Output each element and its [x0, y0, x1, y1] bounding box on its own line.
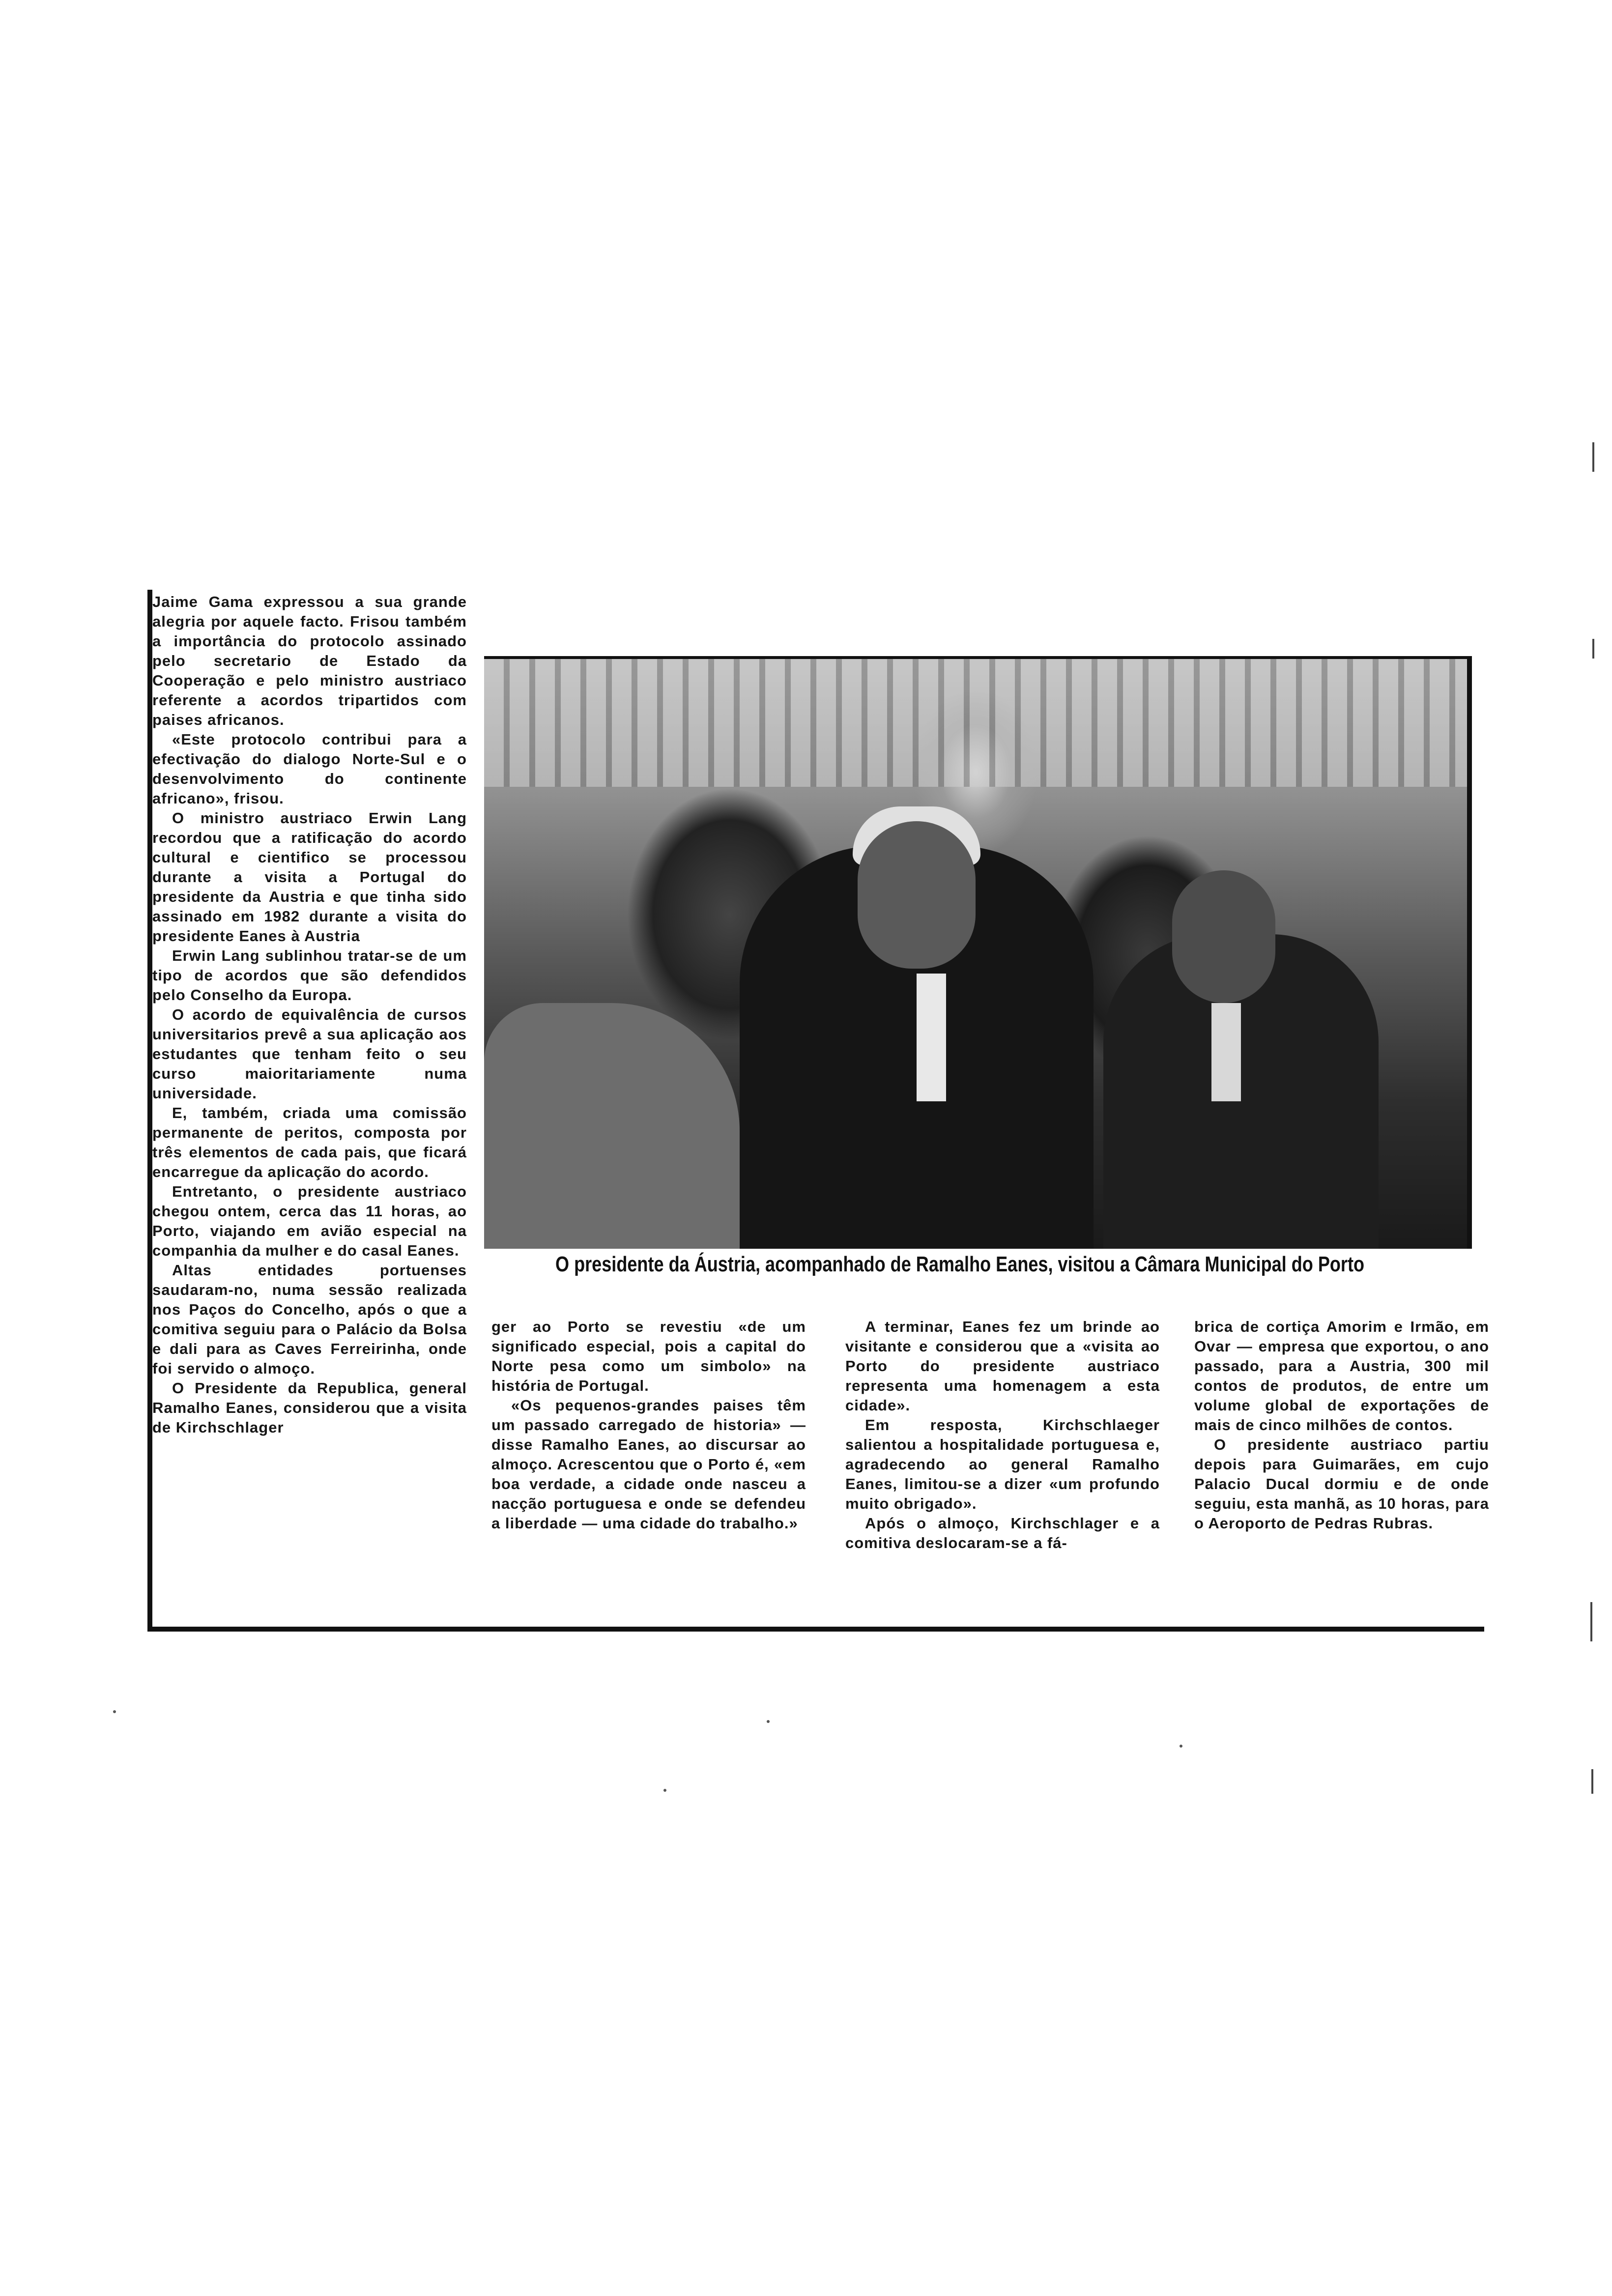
paragraph: O acordo de equivalência de cursos universitarios prevê a sua aplicação aos estudantes que tenham feito o seu curso maioritariamente numa universidade. [152, 1006, 467, 1102]
paragraph: O ministro austriaco Erwin Lang recordou que a ratificação do acordo cultural e cientifico se processou durante a visita a Portugal do presidente da Austria e que tinha sido assinado em 1982 durante a visita do presidente Eanes à Austria [152, 809, 467, 945]
paragraph: Após o almoço, Kirchschlager e a comitiva deslocaram-se a fá- [845, 1515, 1160, 1551]
paragraph: Entretanto, o presidente austriaco chegou ontem, cerca das 11 horas, ao Porto, viajando em avião especial na companhia da mulher e do casal Eanes. [152, 1183, 467, 1259]
scan-speck [113, 1710, 116, 1713]
paragraph: O presidente austriaco partiu depois para Guimarães, em cujo Palacio Ducal dormiu e de onde seguiu, esta manhã, as 10 horas, para o Aeroporto de Pedras Rubras. [1194, 1436, 1489, 1532]
photo-shirt-right [1211, 1003, 1241, 1101]
scan-mark [1591, 1769, 1593, 1794]
scan-speck [663, 1789, 666, 1792]
article-column-4 [1194, 1317, 1489, 1533]
paragraph: Em resposta, Kirchschlaeger salientou a hospitalidade portuguesa e, agradecendo ao general Ramalho Eanes, limitou-se a dizer «um profundo muito obrigado». [845, 1416, 1160, 1512]
paragraph: brica de cortiça Amorim e Irmão, em Ovar — empresa que exportou, o ano passado, para a Austria, 300 mil contos de produtos, de entre um volume global de exportações de mais de cinco milhões de contos. [1194, 1318, 1489, 1434]
scan-mark [1592, 639, 1594, 659]
paragraph: E, também, criada uma comissão permanente de peritos, composta por três elementos de cada pais, que ficará encarregue da aplicação do acordo. [152, 1104, 467, 1180]
photo-caption: O presidente da Áustria, acompanhado de Ramalho Eanes, visitou a Câmara Municipal do Porto [555, 1252, 1365, 1276]
photo-head-right [1172, 870, 1275, 1003]
photo-buildings [484, 659, 1467, 787]
paragraph: Altas entidades portuenses saudaram-no, numa sessão realizada nos Paços do Concelho, após o que a comitiva seguiu para o Palácio da Bolsa e dali para as Caves Ferreirinha, onde foi servido o almoço. [152, 1262, 467, 1377]
article-column-3 [845, 1317, 1160, 1553]
paragraph: Jaime Gama expressou a sua grande alegria por aquele facto. Frisou também a importância do protocolo assinado pelo secretario de Estado da Cooperação e pelo ministro austriaco referente a acordos tripartidos com paises africanos. [152, 593, 467, 728]
photo-car [484, 1003, 740, 1249]
news-photo [484, 656, 1472, 1249]
paragraph: O Presidente da Republica, general Ramalho Eanes, considerou que a visita de Kirchschlager [152, 1379, 467, 1436]
scan-mark [1590, 1602, 1592, 1641]
paragraph: Erwin Lang sublinhou tratar-se de um tipo de acordos que são defendidos pelo Conselho da Europa. [152, 947, 467, 1004]
scan-speck [767, 1720, 770, 1723]
article-column-1 [152, 592, 467, 1614]
paragraph: «Este protocolo contribui para a efectivação do dialogo Norte-Sul e o desenvolvimento do continente africano», frisou. [152, 731, 467, 807]
paragraph: «Os pequenos-grandes paises têm um passado carregado de historia» — disse Ramalho Eanes, ao discursar ao almoço. Acrescentou que o Porto é, «em boa verdade, a cidade onde nasceu a nacção portuguesa e onde se defendeu a liberdade — uma cidade do trabalho.» [491, 1397, 806, 1532]
scan-mark [1592, 442, 1594, 472]
article-column-2 [491, 1317, 806, 1533]
paragraph: A terminar, Eanes fez um brinde ao visitante e considerou que a «visita ao Porto do presidente austriaco representa uma homenagem a esta cidade». [845, 1318, 1160, 1414]
scan-speck [1180, 1745, 1182, 1748]
photo-head-left [858, 821, 976, 969]
photo-shirt-left [917, 974, 946, 1101]
paragraph: ger ao Porto se revestiu «de um significado especial, pois a capital do Norte pesa como um simbolo» na história de Portugal. [491, 1318, 806, 1394]
